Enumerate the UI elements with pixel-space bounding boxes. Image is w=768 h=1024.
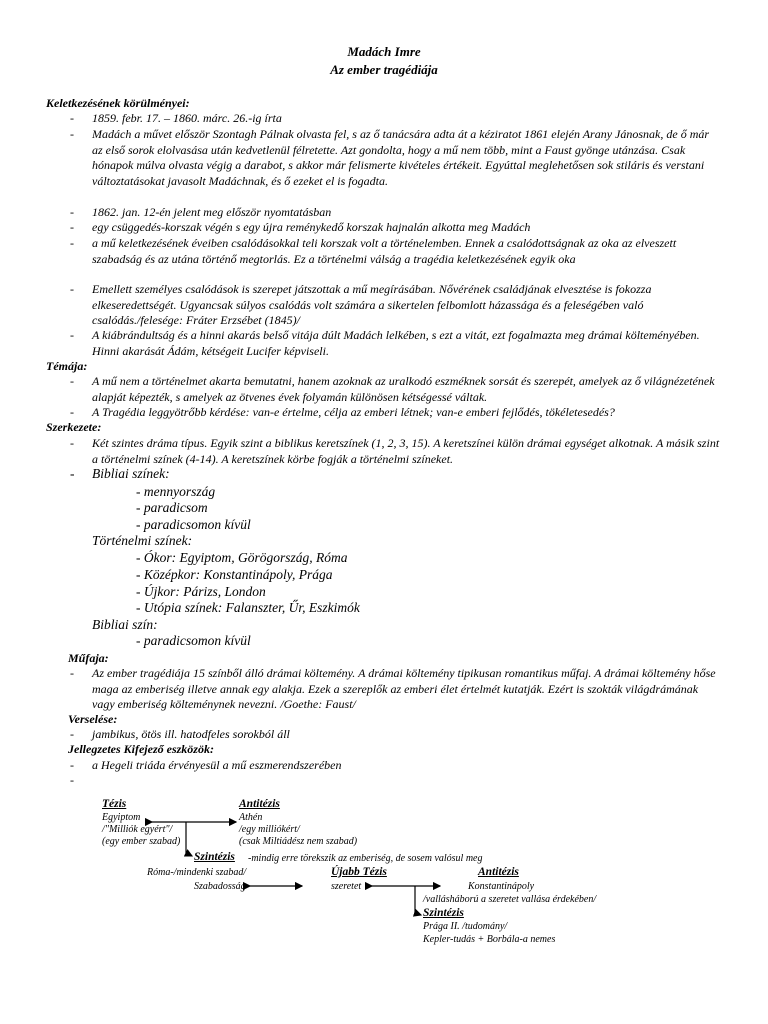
list-item: - Bibliai színek: (70, 466, 170, 481)
list-item: - A mű nem a történelmet akarta bemutatni, hanem azoknak az uralkodó eszméknek sorsát és szerepét, amelyek az ő világnézetének alapját képezték, s amelyek az ötvenes évek folyamán különösen kétségessé váltak. (70, 374, 715, 404)
diagram-text: szeretet (331, 881, 362, 892)
arrow-line (415, 913, 421, 915)
diagram-tezis: Tézis (102, 798, 127, 810)
section-heading-verselese: Verselése: (68, 712, 118, 726)
list-item: - 1859. febr. 17. – 1860. márc. 26.-ig írta (70, 111, 282, 125)
section-heading-mufaja: Műfaja: (68, 651, 109, 665)
scene-line: - Utópia színek: Falanszter, Űr, Eszkimók (136, 600, 360, 615)
scene-line: - paradicsomon kívül (136, 633, 251, 648)
document-subtitle: Az ember tragédiája (330, 62, 438, 77)
scene-line: - Középkor: Konstantinápoly, Prága (136, 567, 333, 582)
diagram-ujabb-tezis: Újabb Tézis (331, 866, 387, 878)
diagram-text: Szabadosság (194, 881, 246, 892)
scene-line: - paradicsom (136, 500, 208, 515)
diagram-text: /egy milliókért/ (239, 824, 300, 835)
list-item: - a mű keletkezésének éveiben csalódásokkal teli korszak volt a történelemben. Ennek a csalódottságnak az oka az elveszett szabadság és az utána történő megtorlás. Ez a történelmi válság a tragédia keletkezésének egyik oka (70, 236, 677, 266)
list-item: - Madách a művet először Szontagh Pálnak olvasta fel, s az ő tanácsára adta át a kéziratot 1861 elején Arany Jánosnak, de ő már az első sorok elolvasása után kedvetlenül félretette. Azt gondolta, hogy a mű nem több, mint a Faust gyönge utánzása. Csak hónapok múlva olvasta végig a darabot, s akkor már felismerte kivételes értékeit. Egyúttal meglehetősen sok stiláris és verstani változtatásokat javasolt Madáchnak, és ő ezeket el is fogadta. (70, 127, 710, 188)
diagram-text: (egy ember szabad) (102, 836, 181, 847)
list-item: - A kiábrándultság és a hinni akarás belső vitája dúlt Madách lelkében, s ezt a vitát, ezt fogalmazta meg drámai költeményében. Hinni akarását Ádám, kétségeit Lucifer képviseli. (70, 328, 700, 358)
arrow-line (186, 853, 192, 856)
diagram-text: Kepler-tudás + Borbála-a nemes (423, 934, 556, 945)
list-item: - Az ember tragédiája 15 színből álló drámai költemény. A drámai költemény tipikusan romantikus műfaj. A drámai költemény hőse maga az emberiség illetve annak egy alakja. Ezek a szereplők az emberi élet értelmét kutatják. Ezért is szokták világdrámának vagy emberiség költeménynek nevezni. /Goethe: Faust/ (70, 666, 716, 712)
diagram-szintezis-2: Szintézis (423, 907, 464, 919)
diagram-antitezis: Antitézis (239, 798, 280, 810)
scene-line: - mennyország (136, 484, 216, 499)
diagram-text: (csak Miltiádész nem szabad) (239, 836, 358, 847)
diagram-text: Athén (239, 812, 263, 823)
section-heading-keletkezes: Keletkezésének körülményei: (46, 96, 190, 110)
list-item: - 1862. jan. 12-én jelent meg először nyomtatásban (70, 205, 332, 219)
scene-group-label: Történelmi színek: (92, 533, 193, 548)
diagram-text: Prága II. /tudomány/ (423, 921, 508, 932)
list-item: - egy csüggedés-korszak végén s egy újra reménykedő korszak hajnalán alkotta meg Madách (70, 220, 531, 234)
diagram-text: Konstantinápoly (468, 881, 535, 892)
list-item: - Két szintes dráma típus. Egyik szint a biblikus keretszínek (1, 2, 3, 15). A keretszínei külön drámai egységet alkotnak. A másik szint a történelmi színek (4-14). A keretszínek körbe fogják a történelmi színeket. (70, 436, 720, 466)
scene-line: - paradicsomon kívül (136, 517, 251, 532)
diagram-antitezis-2: Antitézis (478, 866, 519, 878)
scene-line: - Újkor: Párizs, London (136, 584, 266, 599)
scene-group-label: Bibliai szín: (92, 617, 158, 632)
diagram-text: Róma-/mindenki szabad/ (147, 867, 247, 878)
document-title: Madách Imre (347, 44, 421, 59)
section-heading-jellegzetes: Jellegzetes Kifejező eszközök: (68, 742, 214, 756)
list-item: - A Tragédia leggyötrőbb kérdése: van-e értelme, célja az emberi létnek; van-e emberi fejlődés, tökéletesedés? (70, 405, 615, 419)
document-page: Madách Imre Az ember tragédiája Keletkezésének körülményei: - 1859. febr. 17. – 1860. márc. 26.-ig írta - Madách a művet először Szontagh Pálnak olvasta fel, s az ő tanácsára adta át a kéziratot 1861 elején Arany Jánosnak, de ő már az első sorok elolvasása után kedvetlenül félretette. Azt gondolta, hogy a mű nem több, mint a Faust gyönge utánzása. Csak hónapok múlva olvasta végig a darabot, s akkor már felismerte kivételes értékeit. Egyúttal meglehetősen sok stiláris és verstani változtatásokat javasolt Madáchnak, és ő ezeket el is fogadta. - 1862. jan. 12-én jelent meg először nyomtatásban - egy csüggedés-korszak végén s egy újra reménykedő korszak hajnalán alkotta meg Madách - a mű keletkezésének éveiben csalódásokkal teli korszak volt a történelemben. Ennek a csalódottságnak az oka az elveszett szabadság és az utána történő megtorlás. Ez a történelmi válság a tragédia keletkezésének egyik oka - Emellett személyes csalódások is szerepet játszottak a mű megírásában. Nővérének családjának elvesztése is fokozza elkeseredettségét. Ugyancsak súlyos csalódás volt számára a sikertelen felbomlott házassága és a feleségében való csalódás./felesége: Fráter Erzsébet (1845)/ - A kiábrándultság és a hinni akarás belső vitája dúlt Madách lelkében, s ezt a vitát, ezt fogalmazta meg drámai költeményében. Hinni akarását Ádám, kétségeit Lucifer képviseli. Témája: - A mű nem a történelmet akarta bemutatni, hanem azoknak az uralkodó eszméknek sorsát és szerepét, amelyek az ő világnézetének alapját képezték, s amelyek az ötvenes évek folyamán különösen kétségessé váltak. - A Tragédia leggyötrőbb kérdése: van-e értelme, célja az emberi létnek; van-e emberi fejlődés, tökéletesedés? Szerkezete: - Két szintes dráma típus. Egyik szint a biblikus keretszínek (1, 2, 3, 15). A keretszínei külön drámai egységet alkotnak. A másik szint a történelmi színek (4-14). A keretszínek körbe fogják a történelmi színeket. - Bibliai színek: - mennyország - paradicsom - paradicsomon kívül Történelmi színek: - Ókor: Egyiptom, Görögország, Róma - Középkor: Konstantinápoly, Prága - Újkor: Párizs, London - Utópia színek: Falanszter, Űr, Eszkimók Bibliai szín: - paradicsomon kívül Műfaja: - Az ember tragédiája 15 színből álló drámai költemény. A drámai költemény tipikusan romantikus műfaj. A drámai költemény hőse maga az emberiség illetve annak egy alakja. Ezek a szereplők az emberi élet értelmét kutatják. Ezért is szokták világdrámának vagy emberiség költeménynek nevezni. /Goethe: Faust/ Verselése: - jambikus, ötös ill. hatodfeles sorokból áll Jellegzetes Kifejező eszközök: - a Hegeli triáda érvényesül a mű eszmerendszerében - Tézis Egyiptom /"Milliók egyért"/ (egy ember szabad) Antitézis Athén /egy milliókért/ (csak Miltiádész nem szabad) Szintézis -mindig erre törekszik az emberiség, de sosem valósul meg Róma-/mindenki szabad/ Szabadosság Újabb Tézis szeretet Antitézis Konstantinápoly /vallásháború a szeretet vallása érdekében/ Szintézis Prága II. /tudomány/ Kepler-tudás + Borbála-a nemes (0, 0, 768, 1024)
section-heading-szerkezete: Szerkezete: (46, 420, 102, 434)
list-item: - jambikus, ötös ill. hatodfeles sorokból áll (70, 727, 290, 741)
list-item: - a Hegeli triáda érvényesül a mű eszmerendszerében (70, 758, 342, 772)
diagram-szintezis-note: -mindig erre törekszik az emberiség, de sosem valósul meg (248, 853, 483, 864)
diagram-text: /vallásháború a szeretet vallása érdekében/ (423, 894, 597, 905)
diagram-text: /"Milliók egyért"/ (102, 824, 173, 835)
section-heading-temaja: Témája: (46, 359, 88, 373)
diagram-szintezis: Szintézis (194, 851, 235, 863)
scene-line: - Ókor: Egyiptom, Görögország, Róma (136, 550, 348, 565)
diagram-text: Egyiptom (102, 812, 141, 823)
list-item: - Emellett személyes csalódások is szerepet játszottak a mű megírásában. Nővérének családjának elvesztése is fokozza elkeseredettségét. Ugyancsak súlyos csalódás volt számára a sikertelen felbomlott házassága és a feleségében való csalódás./felesége: Fráter Erzsébet (1845)/ (70, 282, 652, 328)
